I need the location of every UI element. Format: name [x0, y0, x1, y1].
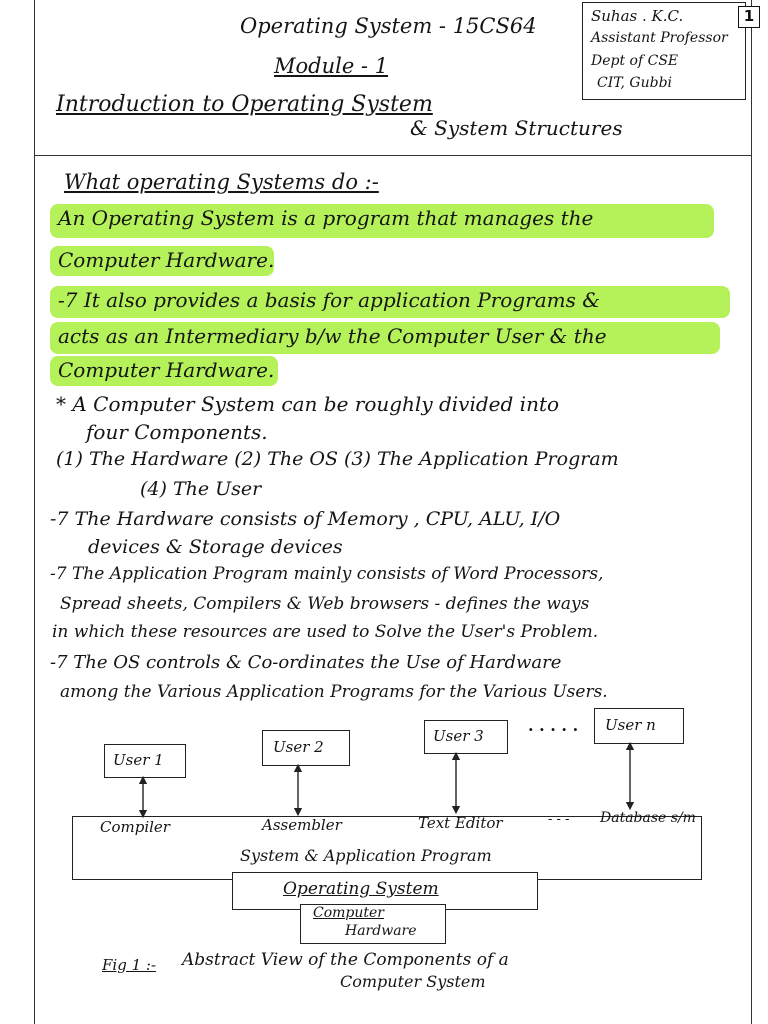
- body-line-3: (1) The Hardware (2) The OS (3) The Application Program: [56, 448, 619, 470]
- figure-caption-prefix: Fig 1 :-: [102, 956, 157, 974]
- highlight-line-1: An Operating System is a program that manages the: [58, 206, 594, 230]
- module-label: Module - 1: [274, 54, 389, 78]
- program-text-editor: Text Editor: [418, 814, 503, 832]
- body-line-5: -7 The Hardware consists of Memory , CPU, ALU, I/O: [50, 508, 561, 530]
- user-3-label: User 3: [433, 727, 484, 745]
- hardware-label-1: Computer: [313, 905, 384, 921]
- figure-caption-line-2: Computer System: [340, 972, 486, 991]
- user-2-box: [262, 730, 350, 766]
- program-database: Database s/m: [600, 810, 696, 826]
- user-1-label: User 1: [113, 751, 164, 769]
- author-dept: Dept of CSE: [591, 53, 679, 69]
- author-college: CIT, Gubbi: [597, 75, 673, 91]
- body-line-1: * A Computer System can be roughly divided into: [56, 392, 560, 416]
- user-n-box: [594, 708, 684, 744]
- highlight-line-5: Computer Hardware.: [58, 358, 275, 382]
- body-line-2: four Components.: [86, 420, 268, 444]
- hardware-box: [300, 904, 446, 944]
- body-line-10: -7 The OS controls & Co-ordinates the Use of Hardware: [50, 652, 562, 673]
- section-heading: What operating Systems do :-: [64, 170, 379, 194]
- user-n-label: User n: [605, 716, 656, 734]
- system-application-label: System & Application Program: [240, 846, 492, 865]
- author-role: Assistant Professor: [591, 30, 728, 46]
- body-line-4: (4) The User: [140, 478, 262, 500]
- operating-system-label: Operating System: [283, 879, 439, 899]
- hardware-label-2: Hardware: [345, 923, 417, 939]
- page-number: 1: [738, 6, 760, 28]
- program-assembler: Assembler: [262, 816, 342, 834]
- body-line-6: devices & Storage devices: [88, 536, 343, 558]
- author-name: Suhas . K.C.: [591, 7, 684, 25]
- user-3-box: [424, 720, 508, 754]
- user-2-label: User 2: [273, 738, 324, 756]
- body-line-8: Spread sheets, Compilers & Web browsers - defines the ways: [60, 594, 590, 614]
- highlight-line-3: -7 It also provides a basis for application Programs &: [58, 288, 601, 312]
- highlight-line-2: Computer Hardware.: [58, 248, 275, 272]
- body-line-11: among the Various Application Programs for the Various Users.: [60, 682, 608, 702]
- chapter-subtitle: & System Structures: [410, 116, 623, 140]
- body-line-9: in which these resources are used to Solve the User's Problem.: [52, 622, 599, 642]
- program-dashes: - - -: [548, 812, 570, 827]
- highlight-line-4: acts as an Intermediary b/w the Computer User & the: [58, 324, 607, 348]
- user-1-box: [104, 744, 186, 778]
- users-ellipsis: . . . . .: [528, 716, 579, 735]
- body-line-7: -7 The Application Program mainly consists of Word Processors,: [50, 564, 604, 584]
- figure-caption-line-1: Abstract View of the Components of a: [182, 950, 509, 970]
- chapter-title: Introduction to Operating System: [56, 92, 433, 117]
- course-title: Operating System - 15CS64: [240, 14, 537, 38]
- program-compiler: Compiler: [100, 818, 170, 836]
